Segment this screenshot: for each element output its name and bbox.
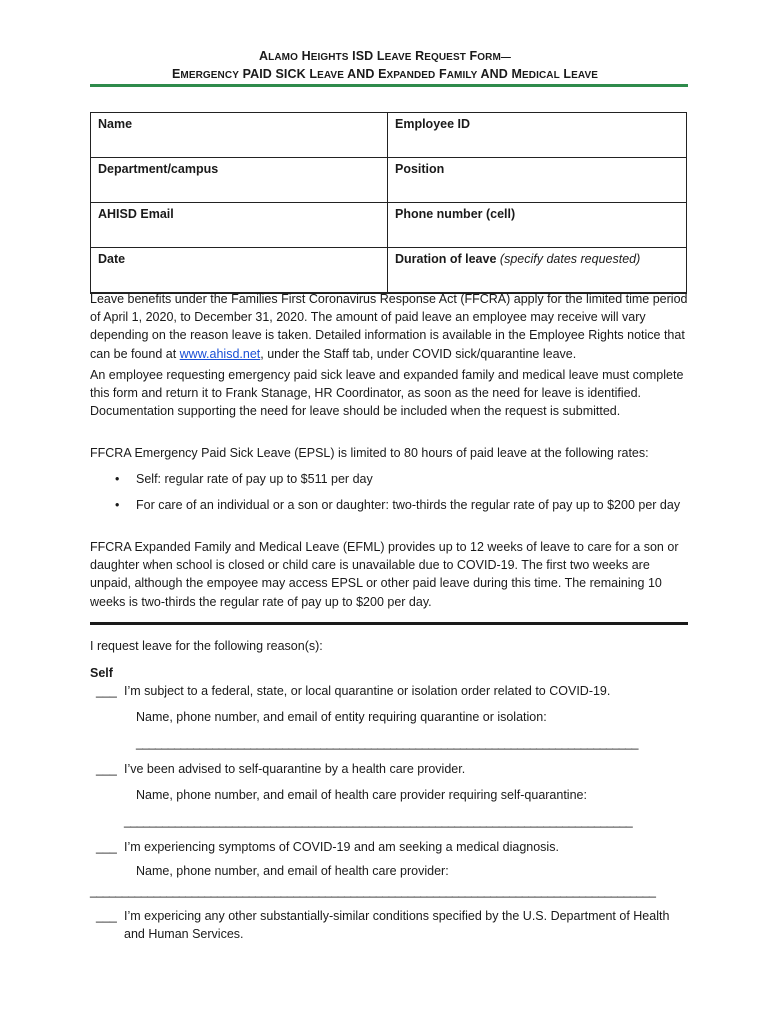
table-row: [91, 203, 687, 248]
request-intro: I request leave for the following reason(s):: [90, 639, 323, 653]
section-divider: [90, 622, 688, 625]
form-title-line2: EMERGENCY PAID SICK LEAVE AND EXPANDED FAMILY AND MEDICAL LEAVE: [171, 67, 599, 81]
duration-label: Duration of leave: [395, 252, 497, 266]
date-field[interactable]: [91, 248, 388, 294]
request-instructions-paragraph: An employee requesting emergency paid sick leave and expanded family and medical leave must complete this form and return it to Frank Stanage, HR Coordinator, as soon as the need for leave is identified. Documentation supporting the need for leave should be included when the request is submitted.: [90, 368, 684, 419]
position-field[interactable]: [388, 158, 687, 203]
reason3-checkbox[interactable]: ___: [96, 840, 117, 854]
reason2-text: I’ve been advised to self-quarantine by a health care provider.: [124, 762, 466, 776]
benefits-paragraph: [90, 290, 688, 363]
reason3-text: I’m experiencing symptoms of COVID-19 and am seeking a medical diagnosis.: [124, 840, 559, 854]
reason1-checkbox[interactable]: ___: [96, 684, 117, 698]
department-label: Department/campus: [98, 162, 219, 176]
email-label: AHISD Email: [98, 207, 174, 221]
benefits-text-end: , under the Staff tab, under COVID sick/quarantine leave.: [260, 346, 577, 361]
epsl-paragraph: FFCRA Emergency Paid Sick Leave (EPSL) is limited to 80 hours of paid leave at the following rates:: [90, 446, 649, 460]
department-field[interactable]: [91, 158, 388, 203]
name-field[interactable]: [91, 113, 388, 158]
date-label: Date: [98, 252, 126, 266]
employee-id-label: Employee ID: [395, 117, 471, 131]
reason2-entry-line[interactable]: ________________________________________________________________________________: [124, 814, 633, 828]
self-heading: Self: [90, 666, 113, 680]
reason2-checkbox[interactable]: ___: [96, 762, 117, 776]
email-field[interactable]: [91, 203, 388, 248]
form-title-line1: ALAMO HEIGHTS ISD LEAVE REQUEST FORM—: [259, 49, 511, 63]
table-row: [91, 158, 687, 203]
reason4-text: I’m expericing any other substantially-similar conditions specified by the U.S. Department of Health and Human Services.: [124, 909, 670, 942]
bullet-icon: •: [115, 472, 120, 486]
reason2-prompt: Name, phone number, and email of health care provider requiring self-quarantine:: [136, 788, 587, 802]
bullet-icon: •: [115, 498, 120, 512]
reason4-checkbox[interactable]: ___: [96, 909, 117, 923]
reason3-entry-line[interactable]: _________________________________________________________________________________________: [90, 884, 656, 898]
bullet-text: Self: regular rate of pay up to $511 per day: [136, 472, 373, 486]
efml-paragraph: FFCRA Expanded Family and Medical Leave (EFML) provides up to 12 weeks of leave to care for a son or daughter when school is closed or child care is unavailable due to COVID-19. The first two weeks are unpaid, although the empoyee may access EPSL or other paid leave during this time. The remaining 10 weeks is two-thirds the regular rate of pay up to $200 per day.: [90, 540, 679, 609]
reason1-prompt: Name, phone number, and email of entity requiring quarantine or isolation:: [136, 710, 547, 724]
phone-field[interactable]: [388, 203, 687, 248]
reason3-prompt: Name, phone number, and email of health care provider:: [136, 864, 449, 878]
reason1-text: I’m subject to a federal, state, or local quarantine or isolation order related to COVID-19.: [124, 684, 611, 698]
benefits-text: Leave benefits under the Families First Coronavirus Response Act (FFCRA) apply for the limited time period of April 1, 2020, to December 31, 2020. The amount of paid leave an employee may receive will vary depending on the reason leave is taken. Detailed information is available in the Employee Rights notice that can be found at: [90, 292, 688, 361]
duration-field[interactable]: [388, 248, 687, 294]
ahisd-website-link[interactable]: www.ahisd.net: [179, 346, 261, 361]
table-row: [91, 113, 687, 158]
reason1-entry-line[interactable]: _______________________________________________________________________________: [136, 736, 638, 750]
title-divider: [90, 84, 688, 87]
phone-label: Phone number (cell): [395, 207, 516, 221]
bullet-text: For care of an individual or a son or daughter: two-thirds the regular rate of pay up to $200 per day: [136, 498, 681, 512]
employee-id-field[interactable]: [388, 113, 687, 158]
duration-hint: (specify dates requested): [499, 252, 641, 266]
table-row: [91, 248, 687, 294]
name-label: Name: [98, 117, 133, 131]
position-label: Position: [395, 162, 445, 176]
employee-info-table: [90, 112, 687, 294]
